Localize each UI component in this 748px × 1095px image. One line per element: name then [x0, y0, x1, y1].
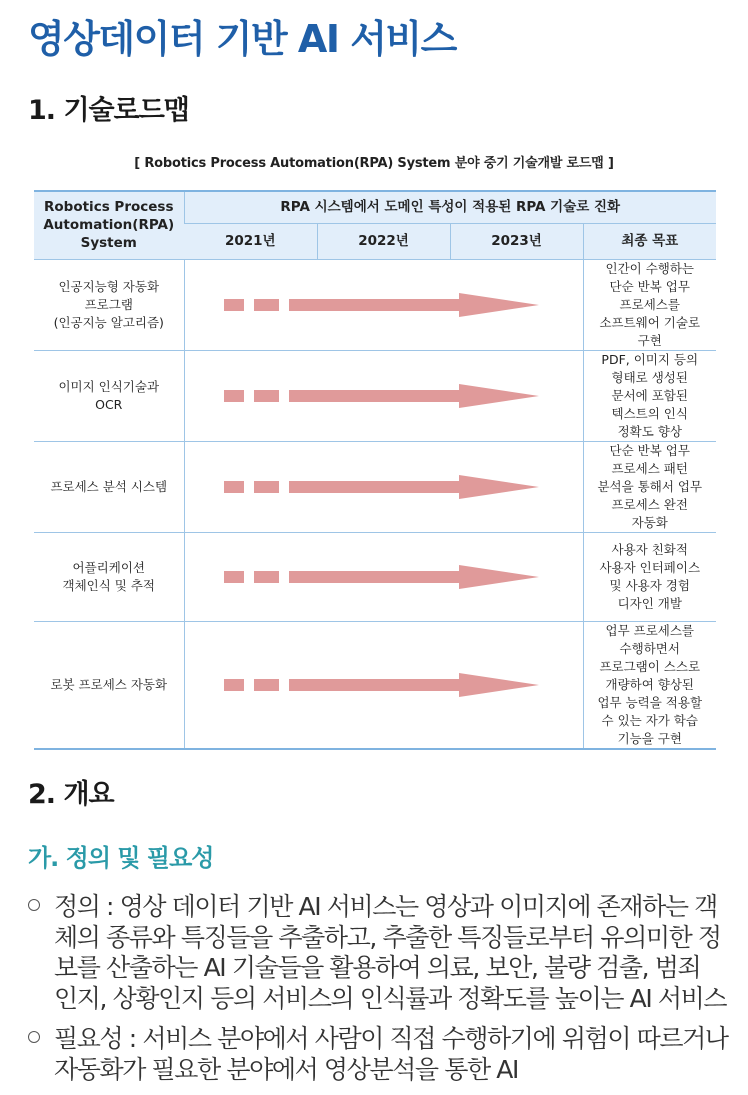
row-goal-text: 인간이 수행하는 단순 반복 업무 프로세스를 소프트웨어 기술로 구현: [599, 260, 701, 348]
table-row: [34, 532, 716, 621]
bullet-list: [28, 892, 728, 1095]
header-year-2021: [184, 223, 317, 259]
row-goal-text: PDF, 이미지 등의 형태로 생성된 문서에 포함된 텍스트의 인식 정확도 향상: [601, 351, 699, 439]
table-caption: [ Robotics Process Automation(RPA) System 분야 중기 기술개발 로드맵 ]: [134, 156, 614, 171]
section-heading-overview: 2. 개요: [28, 779, 114, 810]
table-row: [34, 350, 716, 441]
roadmap-arrow: [219, 474, 549, 500]
arrow-dash: [224, 390, 244, 402]
final-goal-label: 최종 목표: [621, 233, 679, 249]
row-label-text: 프로세스 분석 시스템: [50, 478, 168, 494]
header-final-goal: [583, 223, 716, 259]
arrow-body: [289, 475, 539, 499]
arrow-dash: [224, 571, 244, 583]
row-label: [34, 441, 184, 532]
bullet-text: 필요성 : 서비스 분야에서 사람이 직접 수행하기에 위험이 따르거나 자동화가 필요한 분야에서 영상분석을 통한 AI: [54, 1024, 728, 1084]
row-label-text: 어플리케이션 객체인식 및 추적: [62, 559, 155, 593]
row-label: [34, 621, 184, 749]
arrow-body: [289, 293, 539, 317]
year-label: 2022년: [358, 233, 409, 249]
row-goal: [583, 621, 716, 749]
progress-arrow-cell: [184, 350, 583, 441]
arrow-dash: [224, 299, 244, 311]
page-title: 영상데이터 기반 AI 서비스: [28, 17, 456, 61]
header-evolution-label: RPA 시스템에서 도메인 특성이 적용된 RPA 기술로 진화: [280, 199, 621, 216]
arrow-dash: [254, 679, 279, 691]
progress-arrow-cell: [184, 532, 583, 621]
row-label-text: 로봇 프로세스 자동화: [50, 676, 168, 692]
circle-bullet-icon: [28, 1031, 40, 1043]
year-label: 2023년: [491, 233, 542, 249]
progress-arrow-cell: [184, 621, 583, 749]
header-year-2022: [317, 223, 450, 259]
header-technology: [34, 191, 184, 259]
subsection-heading-definition: 가. 정의 및 필요성: [28, 844, 214, 872]
table-row: [34, 441, 716, 532]
roadmap-arrow: [219, 564, 549, 590]
year-label: 2021년: [224, 233, 276, 249]
roadmap-arrow: [219, 672, 549, 698]
row-label-text: 이미지 인식기술과 OCR: [58, 378, 160, 412]
row-goal: [583, 532, 716, 621]
table-row: [34, 259, 716, 350]
progress-arrow-cell: [184, 441, 583, 532]
arrow-body: [289, 673, 539, 697]
arrow-dash: [224, 679, 244, 691]
arrow-dash: [254, 299, 279, 311]
row-goal: [583, 259, 716, 350]
arrow-body: [289, 565, 539, 589]
row-goal-text: 업무 프로세스를 수행하면서 프로그램이 스스로 개량하여 향상된 업무 능력을 적용할 수 있는 자가 학습 기능을 구현: [597, 622, 703, 746]
roadmap-table: [34, 190, 716, 750]
bullet-definition: [28, 892, 728, 1014]
arrow-body: [289, 384, 539, 408]
circle-bullet-icon: [28, 899, 40, 911]
arrow-dash: [224, 481, 244, 493]
roadmap-arrow: [219, 383, 549, 409]
row-label: [34, 259, 184, 350]
header-year-2023: [450, 223, 583, 259]
section-heading-roadmap: 1. 기술로드맵: [28, 95, 189, 126]
arrow-dash: [254, 481, 279, 493]
header-evolution: [184, 191, 716, 223]
roadmap-arrow: [219, 292, 549, 318]
row-goal-text: 사용자 친화적 사용자 인터페이스 및 사용자 경험 디자인 개발: [599, 541, 701, 611]
row-label-text: 인공지능형 자동화 프로그램 (인공지능 알고리즘): [53, 278, 164, 330]
arrow-dash: [254, 571, 279, 583]
bullet-text: 정의 : 영상 데이터 기반 AI 서비스는 영상과 이미지에 존재하는 객체의 종류와 특징들을 추출하고, 추출한 특징들로부터 유의미한 정보를 산출하는 AI 기술들을 활용하여 의료, 보안, 불량 검출, 범죄 인지, 상황인지 등의 서비스의 인식률과 정확도를 높이는 AI 서비스: [54, 892, 727, 1013]
row-goal: [583, 350, 716, 441]
progress-arrow-cell: [184, 259, 583, 350]
bullet-necessity: [28, 1024, 728, 1085]
arrow-dash: [254, 390, 279, 402]
table-row: [34, 621, 716, 749]
row-label: [34, 350, 184, 441]
row-goal: [583, 441, 716, 532]
row-label: [34, 532, 184, 621]
header-technology-label: Robotics Process Automation(RPA) System: [43, 199, 175, 252]
row-goal-text: 단순 반복 업무 프로세스 패턴 분석을 통해서 업무 프로세스 완전 자동화: [597, 442, 703, 530]
